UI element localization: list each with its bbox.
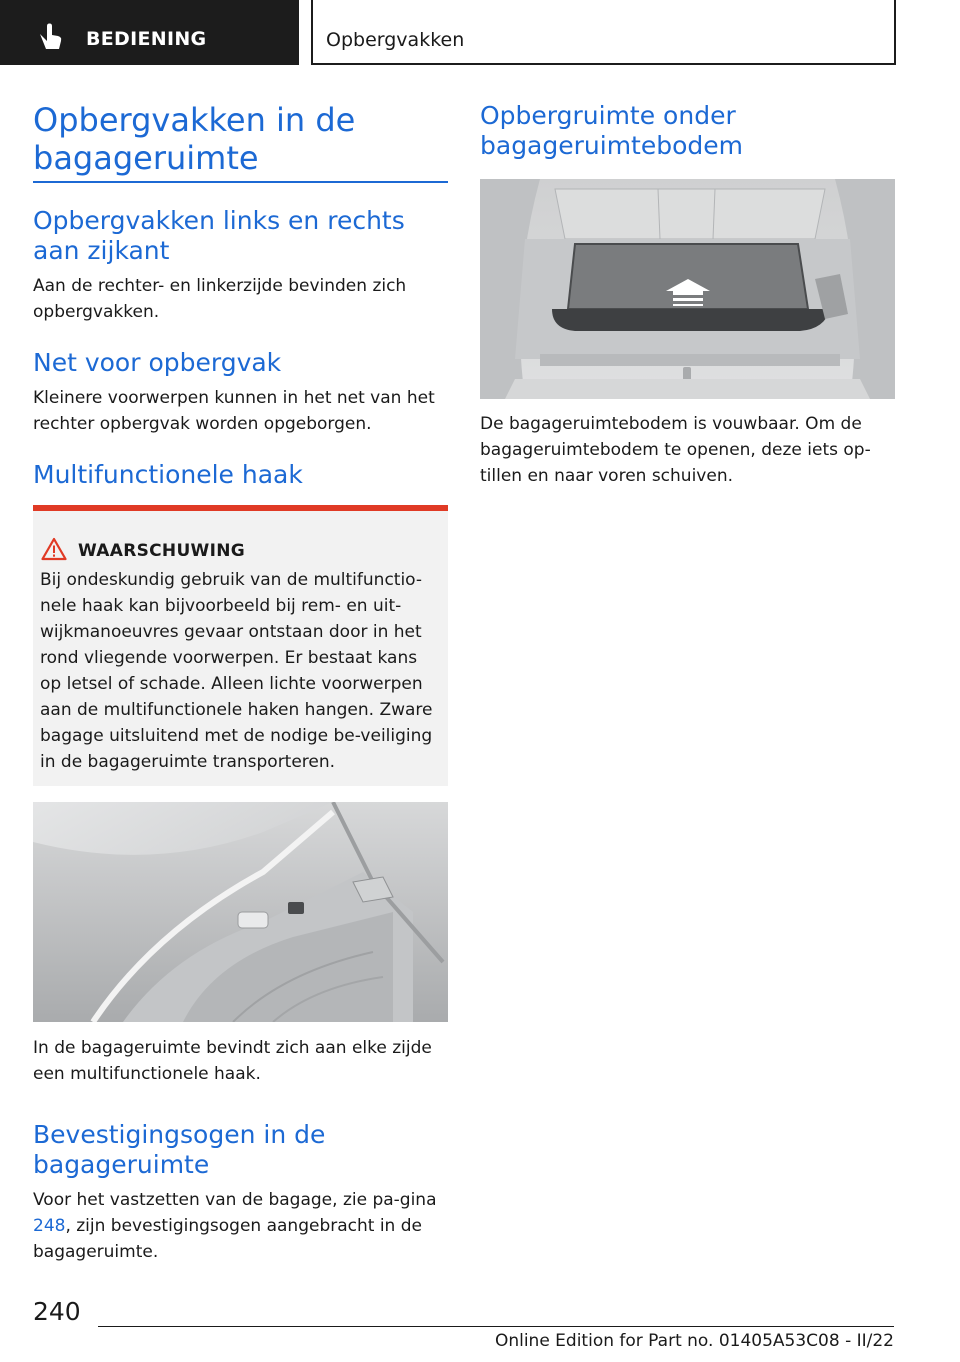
page-number: 240 (33, 1297, 81, 1326)
warning-box (33, 505, 448, 786)
page-title: Opbergvakken in de bagageruimte (33, 101, 356, 177)
page-reference-link[interactable]: 248 (33, 1216, 66, 1236)
eyes-text (33, 1187, 448, 1265)
hook-photo-illustration (33, 802, 448, 1022)
eyes-heading: Bevestigingsogen in de bagageruimte (33, 1120, 326, 1179)
floor-storage-text: De bagageruimtebodem is vouwbaar. Om de bagageruimtebodem te openen, deze iets op-tillen en naar voren schuiven. (480, 414, 871, 486)
header-section-tab (0, 0, 299, 65)
net-heading: Net voor opbergvak (33, 348, 282, 377)
footer-edition: Online Edition for Part no. 01405A53C08 - II/22 (494, 1331, 894, 1351)
floor-storage-heading: Opbergruimte onder bagageruimtebodem (480, 101, 744, 160)
net-text: Kleinere voorwerpen kunnen in het net van het rechter opbergvak worden opgeborgen. (33, 388, 435, 434)
eyes-text-before: Voor het vastzetten van de bagage, zie pa-gina (33, 1190, 437, 1210)
footer-divider (98, 1326, 894, 1327)
side-compartments-text: Aan de rechter- en linkerzijde bevinden zich opbergvakken. (33, 276, 407, 322)
warning-title: WAARSCHUWING (78, 541, 246, 561)
eyes-text-after: , zijn bevestigingsogen aangebracht in de bagageruimte. (33, 1216, 422, 1262)
warning-triangle-icon (41, 537, 67, 561)
hook-photo (33, 802, 448, 1022)
trunk-floor-photo (480, 179, 895, 399)
section-label: BEDIENING (86, 28, 207, 50)
hand-pointer-icon (34, 22, 64, 52)
hook-caption: In de bagageruimte bevindt zich aan elke zijde een multifunctionele haak. (33, 1038, 432, 1084)
title-divider (33, 181, 448, 183)
trunk-floor-illustration (480, 179, 895, 399)
side-compartments-heading: Opbergvakken links en rechts aan zijkant (33, 206, 405, 265)
warning-text: Bij ondeskundig gebruik van de multifunctio-nele haak kan bijvoorbeeld bij rem- en uit-wijkmanoeuvres gevaar ontstaan door in het rond vliegende voorwerpen. Er bestaat kans op letsel of schade. Alleen lichte voorwerpen aan de multifunctionele haken hangen. Zware bagage uitsluitend met de nodige be-veiliging in de bagageruimte transporteren. (40, 570, 433, 772)
hook-heading: Multifunctionele haak (33, 460, 303, 489)
chapter-label: Opbergvakken (326, 29, 465, 51)
